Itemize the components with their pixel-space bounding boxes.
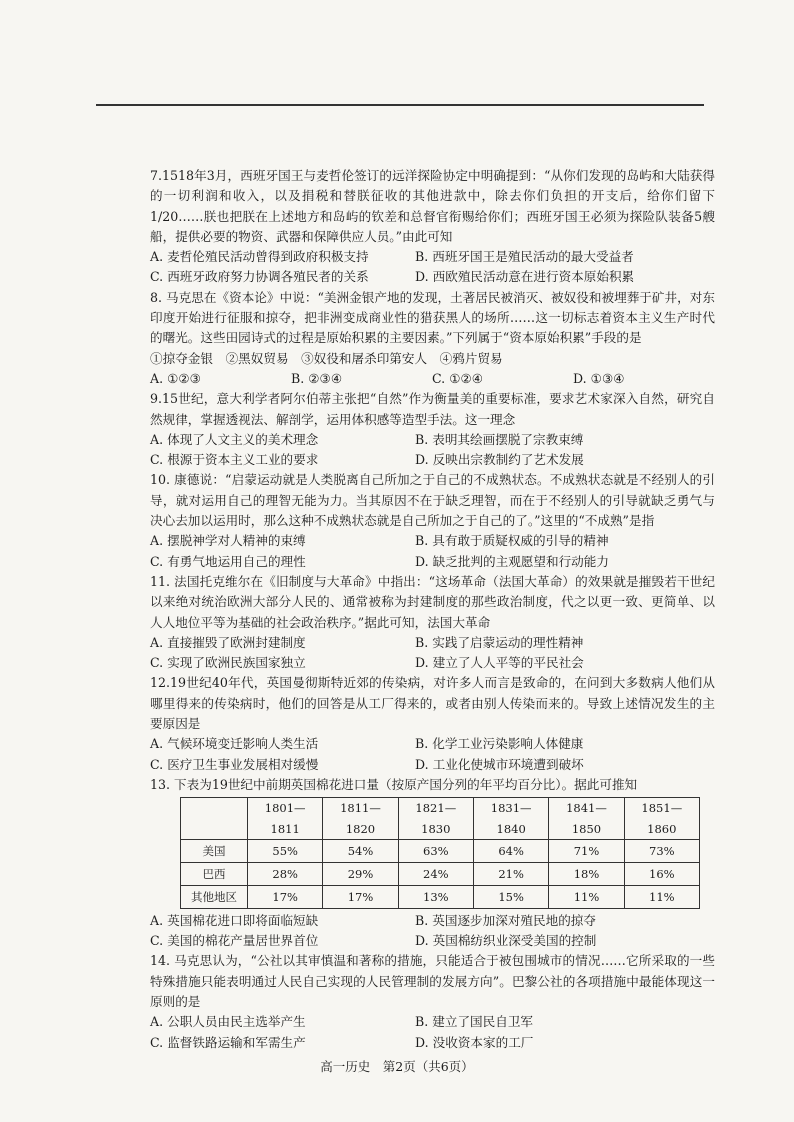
- table-cell: 21%: [473, 862, 548, 885]
- table-cell: 55%: [248, 839, 323, 862]
- question-stem: 9.15世纪，意大利学者阿尔伯蒂主张把“自然”作为衡量美的重要标准，要求艺术家深入自然，研究自然规律，掌握透视法、解剖学，运用体积感等造型手法。这一理念: [150, 391, 715, 427]
- table-cell: 18%: [549, 862, 624, 885]
- option-a: A. 麦哲伦殖民活动曾得到政府积极支持: [150, 249, 369, 265]
- table-cell: 63%: [398, 839, 473, 862]
- question-13: [150, 775, 715, 951]
- table-cell: 54%: [323, 839, 398, 862]
- option-a: A. 英国棉花进口即将面临短缺: [150, 912, 319, 928]
- option-c: C. 根源于资本主义工业的要求: [150, 452, 319, 468]
- option-d: D. 英国棉纺织业深受美国的控制: [415, 933, 597, 949]
- option-c: C. 有勇气地运用自己的理性: [150, 553, 306, 569]
- question-stem: 11. 法国托克维尔在《旧制度与大革命》中指出：“这场革命（法国大革命）的效果就是摧毁若干世纪以来绝对统治欧洲大部分人民的、通常被称为封建制度的那些政治制度，代之以更一致、更简单、以人人地位平等为基础的社会政治秩序。”据此可知，法国大革命: [150, 573, 715, 630]
- option-d: D. 西欧殖民活动意在进行资本原始积累: [415, 269, 635, 285]
- option-d: D. 没收资本家的工厂: [415, 1034, 534, 1050]
- column-header: 1811—1820: [323, 798, 398, 840]
- option-d: D. 缺乏批判的主观愿望和行动能力: [415, 553, 609, 569]
- row-label: 美国: [181, 839, 248, 862]
- option-c: C. 西班牙政府努力协调各殖民者的关系: [150, 269, 369, 285]
- options: [150, 911, 715, 952]
- question-items: ①掠夺金银 ②黑奴贸易 ③奴役和屠杀印第安人 ④鸦片贸易: [150, 350, 503, 366]
- table-cell: 29%: [323, 862, 398, 885]
- column-header: 1841—1850: [549, 798, 624, 840]
- column-header: 1801—1811: [248, 798, 323, 840]
- options: [150, 734, 715, 775]
- options: [150, 1012, 715, 1053]
- table-cell: 17%: [248, 885, 323, 908]
- table-row: [181, 885, 700, 908]
- column-header: 1831—1840: [473, 798, 548, 840]
- option-b: B. 具有敢于质疑权威的引导的精神: [415, 533, 609, 549]
- options: [150, 633, 715, 674]
- question-list: [150, 166, 715, 1053]
- table-cell: 28%: [248, 862, 323, 885]
- question-stem: 10. 康德说：“启蒙运动就是人类脱离自己所加之于自己的不成熟状态。不成熟状态就是不经别人的引导，就对运用自己的理智无能为力。当其原因不在于缺乏理智，而在于不经别人的引导就缺乏勇气与决心去加以运用时，那么这种不成熟状态就是自己所加之于自己的了。”这里的“不成熟”是指: [150, 472, 715, 529]
- table-cell: 13%: [398, 885, 473, 908]
- page-footer: 高一历史 第2页（共6页）: [320, 1059, 474, 1074]
- question-14: [150, 951, 715, 1052]
- row-label: 巴西: [181, 862, 248, 885]
- option-b: B. 西班牙国王是殖民活动的最大受益者: [415, 249, 634, 265]
- table-corner-cell: [181, 798, 248, 840]
- option-d: D. 工业化使城市环境遭到破坏: [415, 756, 584, 772]
- question-stem: 13. 下表为19世纪中前期英国棉花进口量（按原产国分列的年平均百分比）。据此可推知: [150, 776, 638, 792]
- cotton-import-table: [180, 797, 700, 909]
- option-c: C. ①②④: [432, 370, 484, 386]
- table-row: [181, 862, 700, 885]
- option-b: B. 英国逐步加深对殖民地的掠夺: [415, 912, 596, 928]
- table-row: [181, 839, 700, 862]
- question-stem: 7.1518年3月，西班牙国王与麦哲伦签订的远洋探险协定中明确提到：“从你们发现的岛屿和大陆获得的一切利润和收入，以及捐税和替朕征收的其他进款中，除去你们负担的开支后，给你们留下1/20……朕也把朕在上述地方和岛屿的钦差和总督官衔赐给你们；西班牙国王必须为探险队装备5艘船，提供必要的物资、武器和保障供应人员。”由此可知: [150, 168, 715, 244]
- table-cell: 64%: [473, 839, 548, 862]
- question-11: [150, 572, 715, 673]
- option-d: D. 反映出宗教制约了艺术发展: [415, 452, 584, 468]
- table-header-row: [181, 798, 700, 840]
- question-stem: 8. 马克思在《资本论》中说：“美洲金银产地的发现，土著居民被消灭、被奴役和被埋葬于矿井，对东印度开始进行征服和掠夺，把非洲变成商业性的猎获黑人的场所……这一切标志着资本主义生产时代的曙光。这些田园诗式的过程是原始积累的主要因素。”下列属于“资本原始积累”手段的是: [150, 289, 715, 346]
- column-header: 1821—1830: [398, 798, 473, 840]
- table-cell: 11%: [549, 885, 624, 908]
- option-c: C. 医疗卫生事业发展相对缓慢: [150, 756, 319, 772]
- option-b: B. 实践了启蒙运动的理性精神: [415, 634, 584, 650]
- option-a: A. 摆脱神学对人精神的束缚: [150, 533, 306, 549]
- table-cell: 15%: [473, 885, 548, 908]
- option-a: A. 气候环境变迁影响人类生活: [150, 736, 319, 752]
- row-label: 其他地区: [181, 885, 248, 908]
- table-cell: 71%: [549, 839, 624, 862]
- option-b: B. ②③④: [291, 370, 343, 386]
- table-cell: 17%: [323, 885, 398, 908]
- question-10: [150, 470, 715, 571]
- option-a: A. 体现了人文主义的美术理念: [150, 431, 319, 447]
- option-d: D. ①③④: [573, 370, 625, 386]
- table-cell: 16%: [624, 862, 699, 885]
- options: [150, 531, 715, 572]
- options: [150, 369, 715, 389]
- question-stem: 12.19世纪40年代，英国曼彻斯特近郊的传染病，对许多人而言是致命的，在问到大多数病人他们从哪里得来的传染病时，他们的回答是从工厂得来的，或者由别人传染而来的。导致上述情况发生的主要原因是: [150, 675, 715, 732]
- option-c: C. 实现了欧洲民族国家独立: [150, 655, 306, 671]
- option-a: A. 直接摧毁了欧洲封建制度: [150, 634, 306, 650]
- option-b: B. 建立了国民自卫军: [415, 1014, 534, 1030]
- options: [150, 247, 715, 288]
- question-7: [150, 166, 715, 288]
- column-header: 1851—1860: [624, 798, 699, 840]
- question-9: [150, 389, 715, 470]
- option-a: A. 公职人员由民主选举产生: [150, 1014, 306, 1030]
- option-d: D. 建立了人人平等的平民社会: [415, 655, 584, 671]
- table-cell: 73%: [624, 839, 699, 862]
- option-b: B. 化学工业污染影响人体健康: [415, 736, 584, 752]
- option-c: C. 美国的棉花产量居世界首位: [150, 933, 319, 949]
- option-c: C. 监督铁路运输和军需生产: [150, 1034, 306, 1050]
- table-cell: 24%: [398, 862, 473, 885]
- question-12: [150, 673, 715, 774]
- question-stem: 14. 马克思认为，“公社以其审慎温和著称的措施，只能适合于被包围城市的情况……它所采取的一些特殊措施只能表明通过人民自己实现的人民管理制的发展方向”。巴黎公社的各项措施中最能体现这一原则的是: [150, 953, 715, 1009]
- options: [150, 430, 715, 471]
- option-b: B. 表明其绘画摆脱了宗教束缚: [415, 431, 584, 447]
- header-rule: [96, 104, 704, 106]
- table-cell: 11%: [624, 885, 699, 908]
- option-a: A. ①②③: [150, 370, 201, 386]
- question-8: [150, 288, 715, 389]
